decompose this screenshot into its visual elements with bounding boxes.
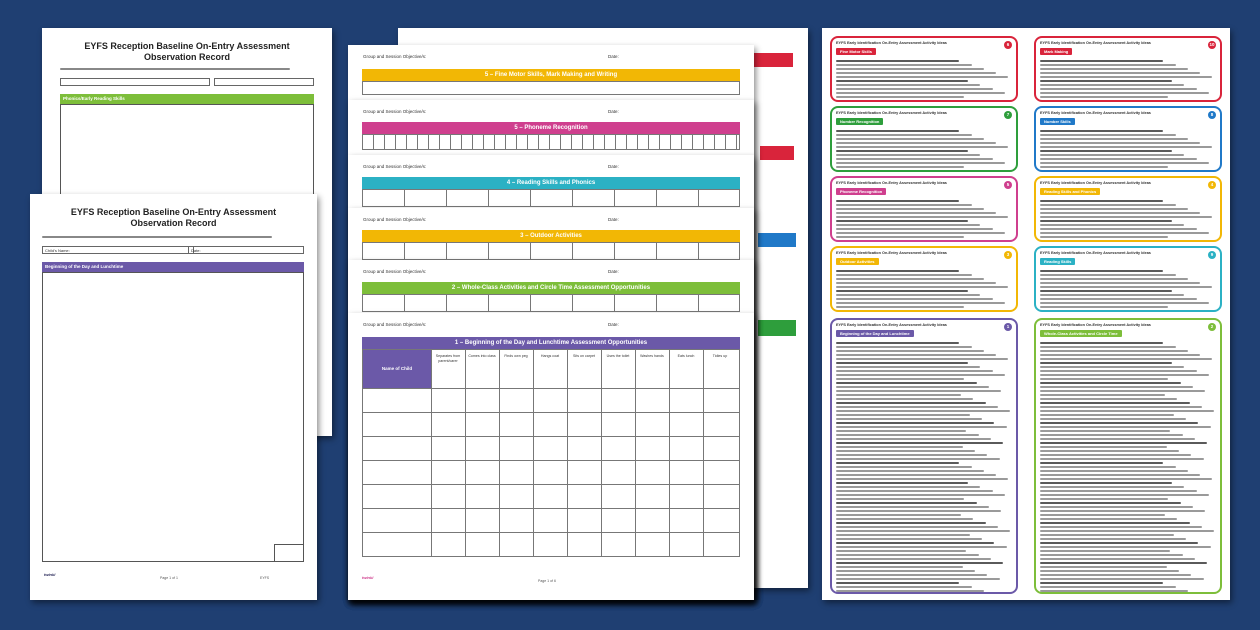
- card-body: [1040, 198, 1216, 236]
- header-left: Group and Session Objective/s:: [363, 54, 427, 59]
- table-column-header: Finds own peg: [504, 354, 528, 358]
- card-title: EYFS Early Identification On-Entry Assessment Activity Ideas: [1040, 251, 1151, 255]
- card-body: [836, 268, 1012, 306]
- card-tag: Reading Skills and Phonics: [1040, 188, 1100, 195]
- card-body: [1040, 128, 1216, 166]
- header-left: Group and Session Objective/s:: [363, 322, 427, 327]
- card-title: EYFS Early Identification On-Entry Assessment Activity Ideas: [836, 181, 947, 185]
- header-right: Date:: [608, 322, 619, 327]
- activity-card: [830, 106, 1018, 172]
- card-tag: Number Recognition: [836, 118, 883, 125]
- card-number: 7: [1004, 111, 1012, 119]
- card-number: 2: [1208, 323, 1216, 331]
- card-body: [836, 198, 1012, 236]
- twinkl-logo: twinkl: [44, 572, 56, 577]
- card-tag: Whole-Class Activities and Circle Time: [1040, 330, 1122, 337]
- table-column-header: Hangs coat: [540, 354, 560, 358]
- childs-name-field: [42, 246, 194, 254]
- header-right: Date:: [608, 217, 619, 222]
- section-bar-reading: 4 – Reading Skills and Phonics: [362, 177, 740, 189]
- activity-card: [1034, 176, 1222, 242]
- activity-card: [830, 36, 1018, 102]
- card-title: EYFS Early Identification On-Entry Assessment Activity Ideas: [1040, 111, 1151, 115]
- card-tag: Number Skills: [1040, 118, 1075, 125]
- activity-card: [830, 318, 1018, 594]
- sheet-title-line1: EYFS Reception Baseline On-Entry Assessment: [70, 207, 277, 217]
- card-number: 8: [1208, 111, 1216, 119]
- table-column-header: Separates from parent/carer: [435, 354, 461, 363]
- card-number: 1: [1004, 323, 1012, 331]
- childs-name-label: Child's Name:: [45, 248, 70, 253]
- table-column-header: Sits on carpet: [573, 354, 595, 358]
- table-first-header: Name of Child: [363, 350, 431, 388]
- card-title: EYFS Early Identification On-Entry Assessment Activity Ideas: [1040, 323, 1151, 327]
- activity-cards-panel: [822, 28, 1230, 600]
- table-column-header: Comes into class: [468, 354, 496, 358]
- card-title: EYFS Early Identification On-Entry Assessment Activity Ideas: [836, 323, 947, 327]
- section-bar-5: 5 – Fine Motor Skills, Mark Making and Writing: [362, 69, 740, 81]
- card-title: EYFS Early Identification On-Entry Assessment Activity Ideas: [836, 251, 947, 255]
- card-title: EYFS Early Identification On-Entry Assessment Activity Ideas: [836, 111, 947, 115]
- header-left: Group and Session Objective/s:: [363, 269, 427, 274]
- card-number: 9: [1208, 251, 1216, 259]
- card-title: EYFS Early Identification On-Entry Assessment Activity Ideas: [836, 41, 947, 45]
- card-title: EYFS Early Identification On-Entry Assessment Activity Ideas: [1040, 41, 1151, 45]
- table-column-header: Tidies up: [712, 354, 728, 358]
- card-tag: Mark Making: [1040, 48, 1072, 55]
- activity-card: [830, 246, 1018, 312]
- section-bar-beginning: 1 – Beginning of the Day and Lunchtime Assessment Opportunities: [362, 337, 740, 349]
- table-column-header: Eats lunch: [677, 354, 695, 358]
- card-tag: Outdoor Activities: [836, 258, 879, 265]
- sheet-title-line2: Observation Record: [143, 52, 231, 62]
- sheet-title-line2: Observation Record: [130, 218, 217, 228]
- observation-record-sheet: EYFS Reception Baseline On-Entry Assessment Observation Record Child's Name: Date: Beginning of the Day and Lunchtime twinkl Page 1 of 1 EYFS: [30, 194, 317, 600]
- section-bar-outdoor: 3 – Outdoor Activities: [362, 230, 740, 242]
- twinkl-logo: twinkl: [362, 575, 374, 580]
- header-right: Date:: [608, 54, 619, 59]
- card-tag: Beginning of the Day and Lunchtime: [836, 330, 914, 337]
- assessment-table: [362, 349, 740, 557]
- page-number: Page 1 of 6: [538, 579, 556, 583]
- card-body: [1040, 58, 1216, 96]
- card-body: [836, 128, 1012, 166]
- card-body: [1040, 340, 1216, 588]
- activity-card: [1034, 318, 1222, 594]
- header-right: Date:: [608, 164, 619, 169]
- header-right: Date:: [608, 269, 619, 274]
- date-label: Date:: [191, 248, 201, 253]
- activity-card: [1034, 246, 1222, 312]
- table-column-header: Uses the toilet: [606, 354, 630, 358]
- sheet-title-line1: EYFS Reception Baseline On-Entry Assessment: [84, 41, 290, 51]
- section-bar: Phonics/Early Reading Skills: [60, 94, 314, 104]
- card-body: [836, 58, 1012, 96]
- card-body: [1040, 268, 1216, 306]
- section-bar-whole-class: 2 – Whole-Class Activities and Circle Time Assessment Opportunities: [362, 282, 740, 294]
- activity-card: [1034, 106, 1222, 172]
- section-bar-phoneme: 5 – Phoneme Recognition: [362, 122, 740, 134]
- card-number: 4: [1208, 181, 1216, 189]
- table-column-header: Washes hands: [640, 354, 664, 358]
- date-field: [188, 246, 304, 254]
- section-bar: Beginning of the Day and Lunchtime: [42, 262, 304, 272]
- header-left: Group and Session Objective/s:: [363, 164, 427, 169]
- header-left: Group and Session Objective/s:: [363, 217, 427, 222]
- card-title: EYFS Early Identification On-Entry Assessment Activity Ideas: [1040, 181, 1151, 185]
- activity-card: [830, 176, 1018, 242]
- card-number: 5: [1004, 181, 1012, 189]
- observation-box: [42, 272, 304, 562]
- card-body: [836, 340, 1012, 588]
- assessment-sheet-front: [348, 313, 754, 600]
- card-tag: Reading Skills: [1040, 258, 1075, 265]
- card-number: 3: [1004, 251, 1012, 259]
- header-left: Group and Session Objective/s:: [363, 109, 427, 114]
- activity-card: [1034, 36, 1222, 102]
- header-right: Date:: [608, 109, 619, 114]
- card-tag: Phoneme Recognition: [836, 188, 886, 195]
- card-number: 10: [1209, 42, 1215, 47]
- card-number: 6: [1004, 41, 1012, 49]
- card-tag: Fine Motor Skills: [836, 48, 876, 55]
